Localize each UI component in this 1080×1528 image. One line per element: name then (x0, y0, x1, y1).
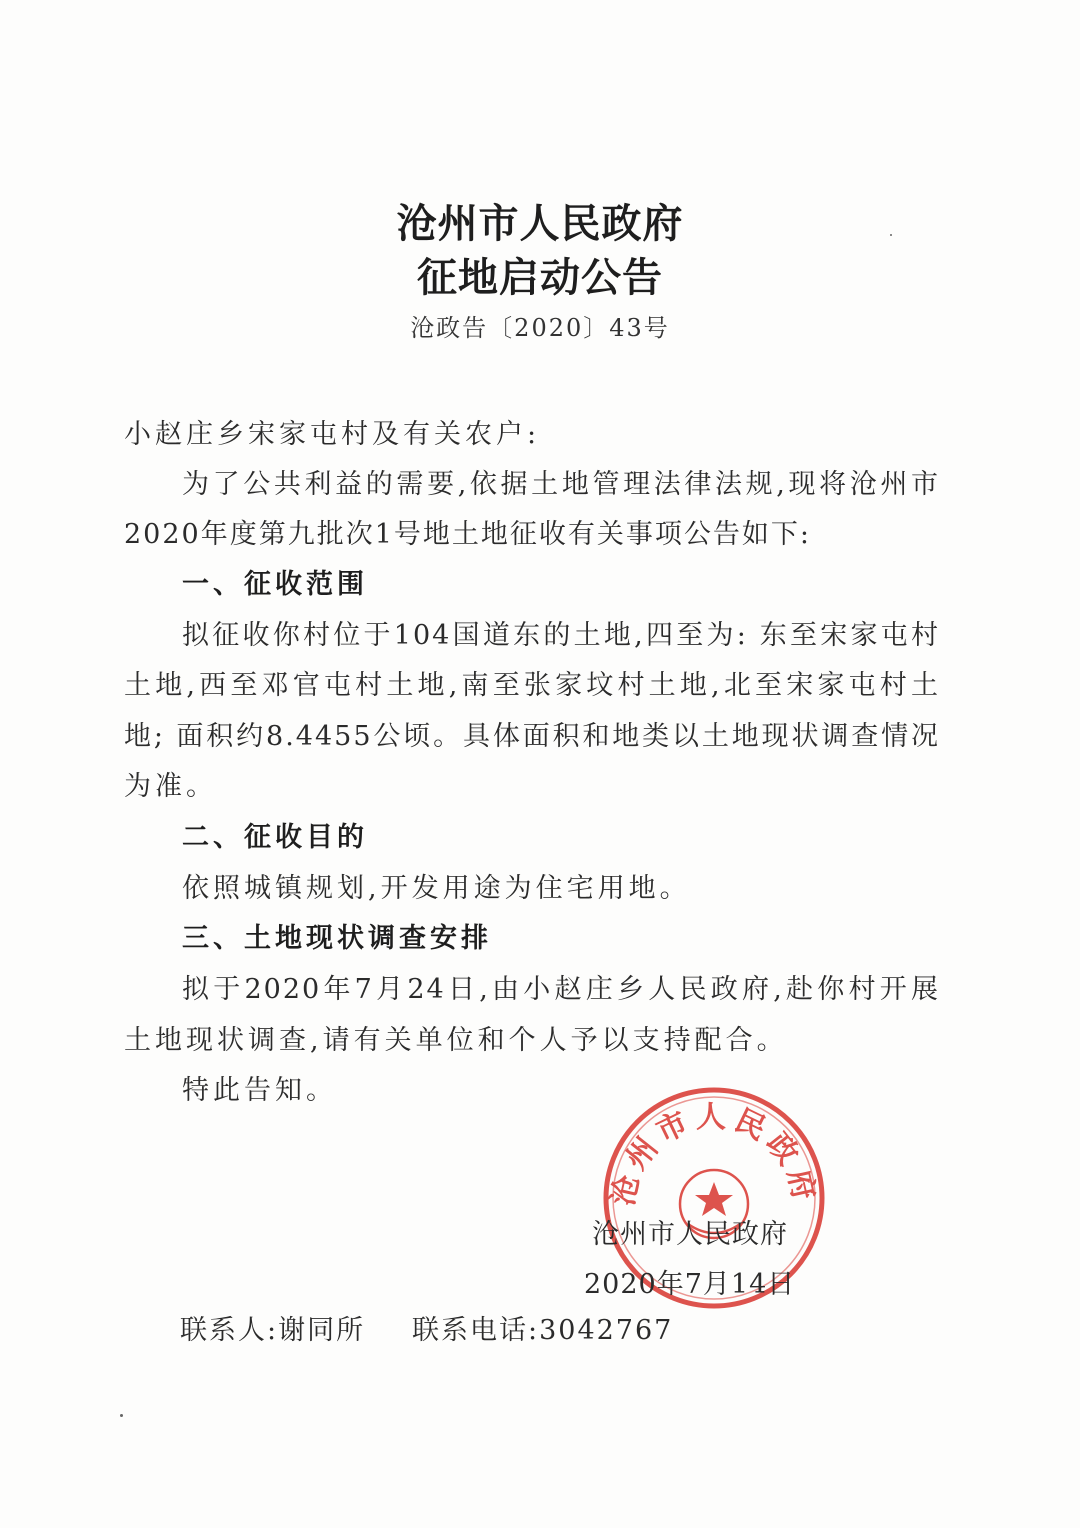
section1-heading: 一、征收范围 (182, 569, 368, 600)
contact-phone: 联系电话:3042767 (412, 1315, 674, 1346)
intro-line-2: 2020年度第九批次1号地土地征收有关事项公告如下: (124, 519, 811, 550)
section2-heading: 二、征收目的 (182, 822, 368, 853)
section3-heading: 三、土地现状调查安排 (182, 923, 492, 954)
document-title-line2: 征地启动公告 (417, 254, 663, 301)
intro-line-1: 为了公共利益的需要,依据土地管理法律法规,现将沧州市 (182, 469, 940, 500)
section1-line-1: 拟征收你村位于104国道东的土地,四至为: 东至宋家屯村 (182, 620, 940, 651)
section3-line-1: 拟于2020年7月24日,由小赵庄乡人民政府,赴你村开展 (182, 974, 940, 1005)
signing-date: 2020年7月14日 (584, 1269, 796, 1300)
section1-line-4: 为准。 (124, 771, 217, 802)
section2-line-1: 依照城镇规划,开发用途为住宅用地。 (182, 873, 691, 904)
section1-line-2: 土地,西至邓官屯村土地,南至张家坟村土地,北至宋家屯村土 (124, 670, 940, 701)
signing-organization: 沧州市人民政府 (592, 1219, 788, 1250)
addressee: 小赵庄乡宋家屯村及有关农户: (124, 419, 541, 450)
scan-speck (890, 234, 892, 236)
seal-text: 沧州市人民政府 (605, 1100, 823, 1209)
scan-speck (120, 1414, 123, 1417)
document-title-line1: 沧州市人民政府 (396, 200, 684, 247)
section3-line-2: 土地现状调查,请有关单位和个人予以支持配合。 (124, 1025, 788, 1056)
document-number: 沧政告〔2020〕43号 (410, 314, 670, 342)
closing-text: 特此告知。 (182, 1075, 337, 1106)
section1-line-3: 地; 面积约8.4455公顷。具体面积和地类以土地现状调查情况 (124, 721, 940, 752)
contact-person: 联系人:谢同所 (180, 1315, 366, 1346)
